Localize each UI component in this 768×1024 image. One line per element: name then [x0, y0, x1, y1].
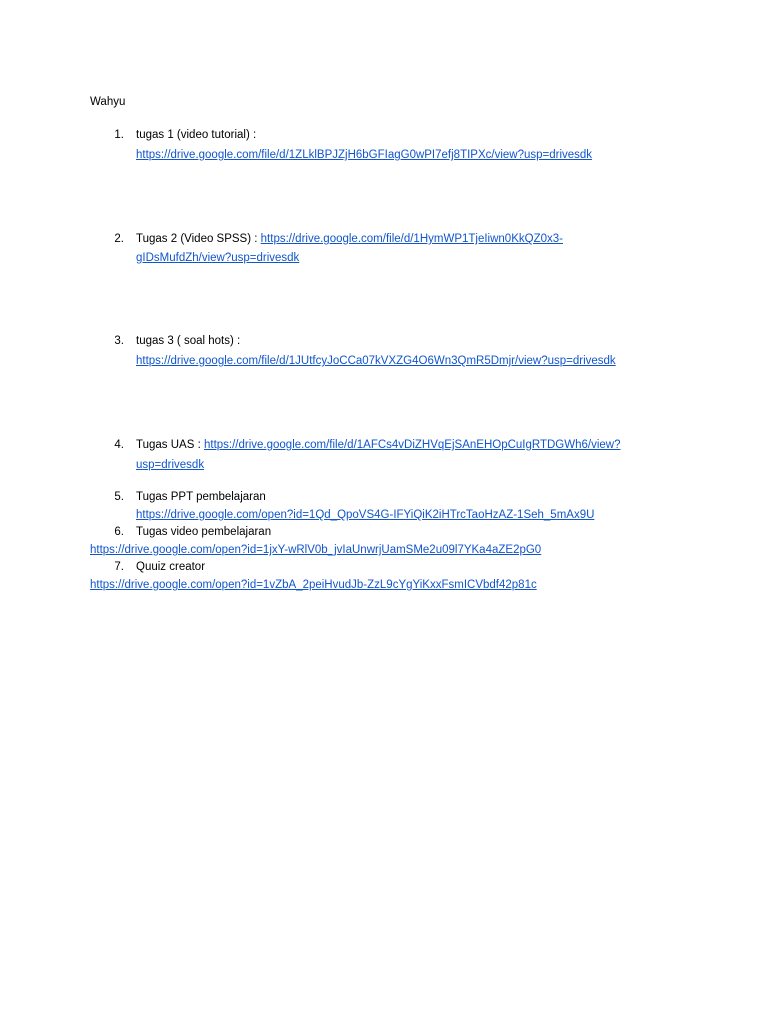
drive-link[interactable]: https://drive.google.com/file/d/1AFCs4vDiZHVqEjSAnEHOpCuIgRTDGWh6/view?	[203, 439, 621, 451]
list-number: 4.	[114, 439, 124, 451]
drive-link[interactable]: https://drive.google.com/open?id=1Qd_QpoVS4G-IFYiQiK2iHTrcTaoHzAZ-1Seh_5mAx9U	[136, 509, 595, 521]
drive-link[interactable]: https://drive.google.com/open?id=1vZbA_2peiHvudJb-ZzL9cYgYiKxxFsmICVbdf42p81c	[90, 579, 537, 591]
list-number: 5.	[114, 491, 124, 503]
drive-link[interactable]: https://drive.google.com/file/d/1ZLklBPJZjH6bGFIagG0wPI7efj8TIPXc/view?usp=drivesdk	[136, 149, 593, 161]
drive-link-continued[interactable]: gIDsMufdZh/view?usp=drivesdk	[136, 252, 300, 264]
list-number: 2.	[114, 233, 124, 245]
list-item-label: tugas 1 (video tutorial) :	[136, 129, 257, 141]
author-name: Wahyu	[90, 96, 126, 108]
list-number: 7.	[114, 561, 124, 573]
list-number: 1.	[114, 129, 124, 141]
drive-link-continued[interactable]: usp=drivesdk	[136, 459, 205, 471]
drive-link[interactable]: https://drive.google.com/file/d/1JUtfcyJoCCa07kVXZG4O6Wn3QmR5Dmjr/view?usp=drivesdk	[136, 355, 616, 367]
list-item-label: Quuiz creator	[136, 561, 206, 573]
list-item-label: Tugas PPT pembelajaran	[136, 491, 266, 503]
list-item-label: Tugas UAS :	[136, 439, 201, 451]
drive-link[interactable]: https://drive.google.com/open?id=1jxY-wRlV0b_jvIaUnwrjUamSMe2u09l7YKa4aZE2pG0	[90, 544, 542, 556]
list-item-label: Tugas 2 (Video SPSS) :	[136, 233, 258, 245]
drive-link[interactable]: https://drive.google.com/file/d/1HymWP1TjeIiwn0KkQZ0x3-	[260, 233, 563, 245]
list-number: 6.	[114, 526, 124, 538]
list-item-label: tugas 3 ( soal hots) :	[136, 335, 241, 347]
list-item-label: Tugas video pembelajaran	[136, 526, 272, 538]
list-number: 3.	[114, 335, 124, 347]
